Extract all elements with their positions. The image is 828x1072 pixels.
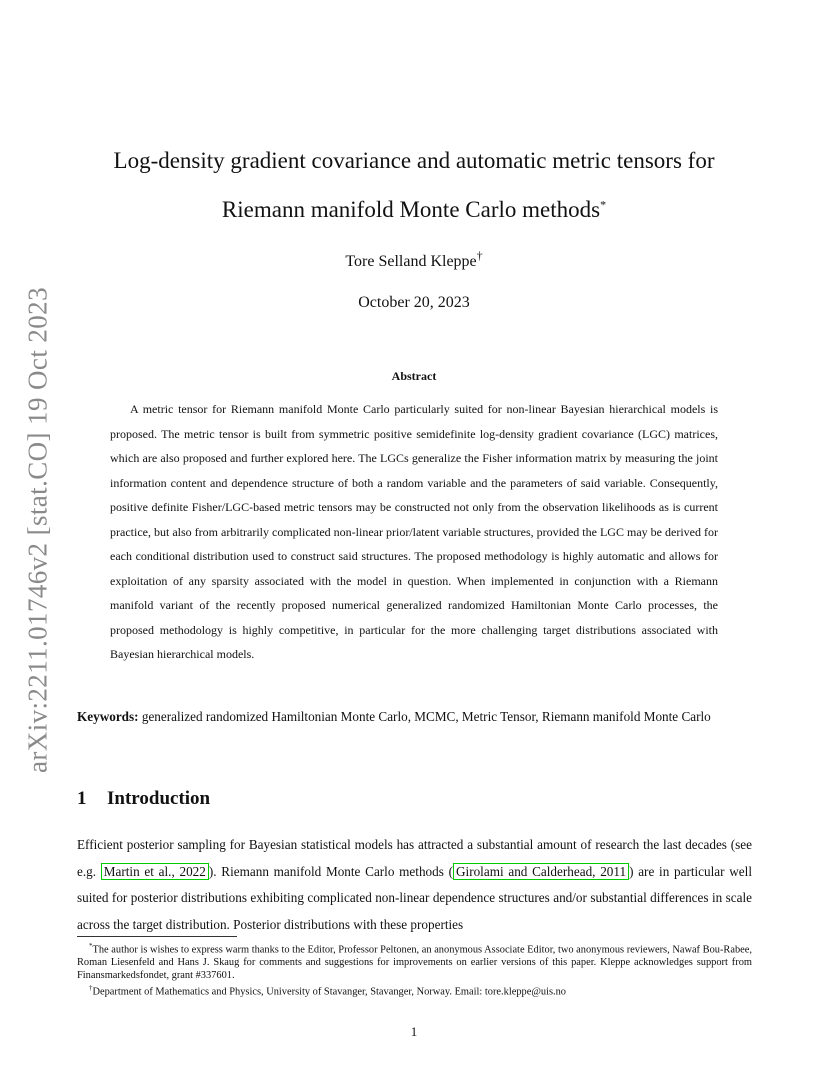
introduction-paragraph bbox=[77, 832, 752, 938]
intro-text-2: ). Riemann manifold Monte Carlo methods ( bbox=[208, 863, 453, 879]
intro-text-3: ) are in particular well suited for posterior distributions exhibiting complicated non-linear dependence structures and/or substantial differences in scale across the target distribution. Posterior distributions with these properties bbox=[77, 863, 752, 932]
footnote-text: The author is wishes to express warm thanks to the Editor, Professor Peltonen, an anonymous Associate Editor, two anonymous reviewers, Nawaf Bou-Rabee, Roman Liesenfeld and Hans J. Skaug for comments and suggestions for improvements on earlier versions of this paper. Kleppe acknowledges support from Finansmarkedsfondet, grant #337601. bbox=[77, 944, 752, 981]
paper-title-text: Riemann manifold Monte Carlo methods bbox=[221, 197, 601, 222]
keywords-list: generalized randomized Hamiltonian Monte Carlo, MCMC, Metric Tensor, Riemann manifold Monte Carlo bbox=[141, 709, 711, 724]
abstract-heading: Abstract bbox=[391, 369, 437, 383]
author-name bbox=[0, 248, 828, 271]
author-footnote-mark[interactable]: † bbox=[476, 248, 483, 263]
intro-text-1: Efficient posterior sampling for Bayesian statistical models has attracted a substantial amount of research the last decades (see e.g. bbox=[77, 837, 752, 879]
citation-link-martin[interactable]: Martin et al., 2022 bbox=[101, 863, 209, 880]
section-heading bbox=[77, 788, 210, 810]
page-number: 1 bbox=[410, 1024, 418, 1039]
publication-date: October 20, 2023 bbox=[358, 294, 470, 311]
paper-title-line-2 bbox=[0, 197, 828, 223]
author-text: Tore Selland Kleppe bbox=[345, 253, 477, 270]
section-number: 1 bbox=[77, 788, 87, 809]
footnote-mark: † bbox=[89, 984, 93, 993]
title-footnote-mark[interactable]: * bbox=[600, 197, 607, 212]
footnote-affiliation bbox=[77, 982, 752, 999]
footnote-divider bbox=[77, 936, 237, 937]
footnote-text: Department of Mathematics and Physics, University of Stavanger, Stavanger, Norway. Email: tore.kleppe@uis.no bbox=[92, 986, 567, 998]
arxiv-identifier: arXiv:2211.01746v2 [stat.CO] 19 Oct 2023 bbox=[22, 287, 53, 773]
citation-link-girolami[interactable]: Girolami and Calderhead, 2011 bbox=[453, 863, 629, 880]
keywords bbox=[77, 704, 752, 730]
abstract-text: A metric tensor for Riemann manifold Monte Carlo particularly suited for non-linear Bayesian hierarchical models is proposed. The metric tensor is built from symmetric positive semidefinite log-density gradient covariance (LGC) matrices, which are also proposed and further explored here. The LGCs generalize the Fisher information matrix by measuring the joint information content and dependence structure of both a random variable and the parameters of said variable. Consequently, positive definite Fisher/LGC-based metric tensors may be constructed not only from the observation likelihoods as is current practice, but also from arbitrarily complicated non-linear prior/latent variable structures, provided the LGC may be derived for each conditional distribution used to construct said structures. The proposed methodology is highly automatic and allows for exploitation of any sparsity associated with the model in question. When implemented in conjunction with a Riemann manifold variant of the recently proposed numerical generalized randomized Hamiltonian Monte Carlo processes, the proposed methodology is highly competitive, in particular for the more challenging target distributions associated with Bayesian hierarchical models. bbox=[110, 402, 718, 661]
footnote-mark: * bbox=[89, 942, 93, 950]
footnotes bbox=[77, 940, 752, 999]
section-title: Introduction bbox=[107, 788, 211, 809]
keywords-label: Keywords: bbox=[77, 709, 139, 724]
footnote-acknowledgement bbox=[77, 940, 752, 982]
paper-title-line-1: Log-density gradient covariance and automatic metric tensors for bbox=[113, 148, 715, 173]
